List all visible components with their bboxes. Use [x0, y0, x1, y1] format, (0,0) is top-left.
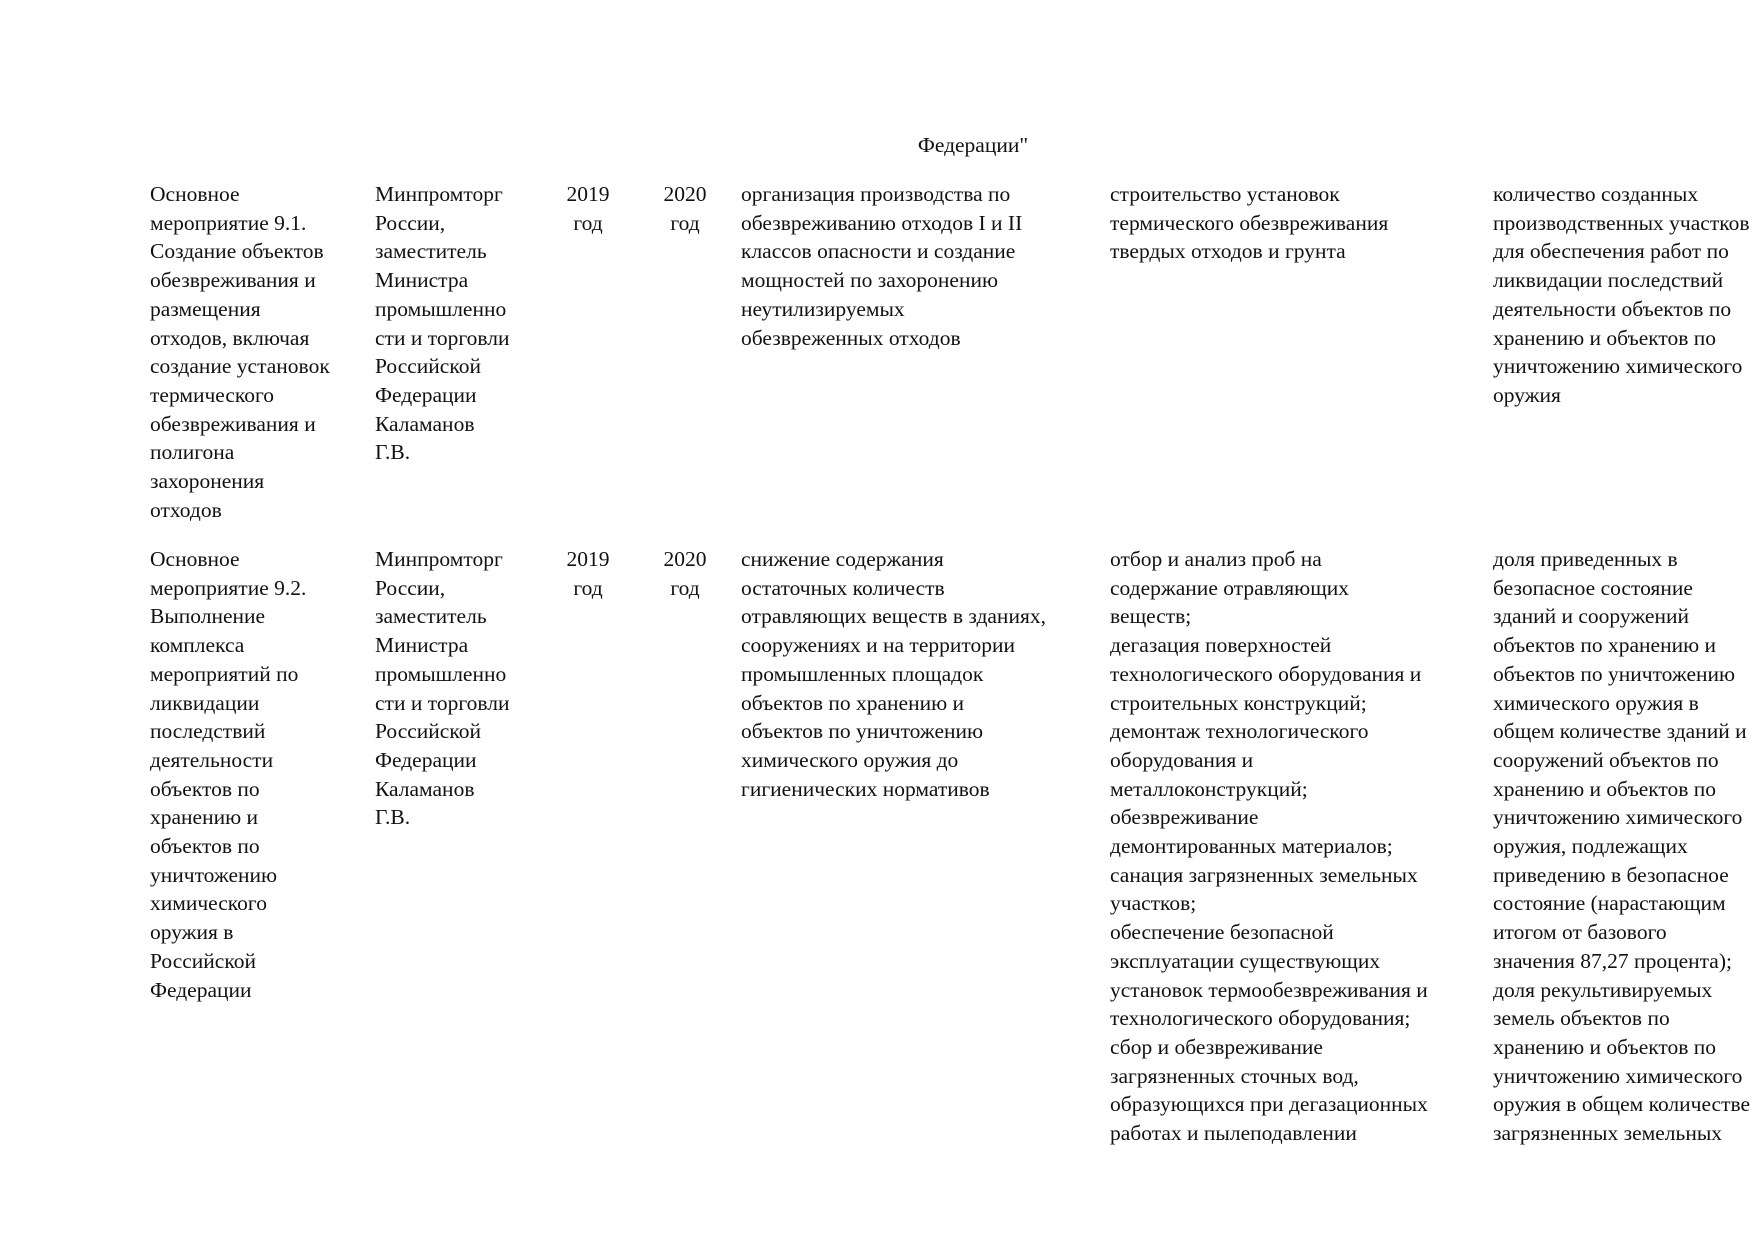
section-title-fragment: Федерации" [917, 133, 1029, 157]
responsible: Минпромторг России, заместитель Министра промышленно сти и торговли Российской Федерации Каламанов Г.В. [375, 182, 510, 465]
start-year: 2019 год [566, 182, 610, 235]
responsible: Минпромторг России, заместитель Министра промышленно сти и торговли Российской Федерации Каламанов Г.В. [375, 547, 510, 830]
indicator: доля приведенных в безопасное состояние зданий и сооружений объектов по хранению и объектов по уничтожению химического оружия в общем количестве зданий и сооружений объектов по хранению и объектов по уничтожению химического оружия, подлежащих приведению в безопасное состояние (нарастающим итогом от базового значения 87,27 процента); доля рекультивируемых земель объектов по хранению и объектов по уничтожению химического оружия в общем количестве загрязненных земельных [1493, 547, 1751, 1146]
end-year: 2020 год [663, 182, 707, 235]
indicator: количество созданных производственных участков для обеспечения работ по ликвидации последствий деятельности объектов по хранению и объектов по уничтожению химического оружия [1493, 182, 1750, 407]
start-year: 2019 год [566, 547, 610, 600]
expected-result: организация производства по обезвреживанию отходов I и II классов опасности и создание мощностей по захоронению неутилизируемых обезвреженных отходов [741, 182, 1023, 350]
event-name: Основное мероприятие 9.2. Выполнение комплекса мероприятий по ликвидации последствий деятельности объектов по хранению и объектов по уничтожению химического оружия в Российской Федерации [150, 547, 307, 1002]
expected-result: снижение содержания остаточных количеств отравляющих веществ в зданиях, сооружениях и на территории промышленных площадок объектов по хранению и объектов по уничтожению химического оружия до гигиенических нормативов [741, 547, 1046, 801]
end-year: 2020 год [663, 547, 707, 600]
event-name: Основное мероприятие 9.1. Создание объектов обезвреживания и размещения отходов, включая создание установок термического обезвреживания и полигона захоронения отходов [150, 182, 330, 522]
actions: отбор и анализ проб на содержание отравляющих веществ; дегазация поверхностей технологического оборудования и строительных конструкций; демонтаж технологического оборудования и металлоконструкций; обезвреживание демонтированных материалов; санация загрязненных земельных участков; обеспечение безопасной эксплуатации существующих установок термообезвреживания и технологического оборудования; сбор и обезвреживание загрязненных сточных вод, образующихся при дегазационных работах и пылеподавлении [1110, 547, 1428, 1146]
actions: строительство установок термического обезвреживания твердых отходов и грунта [1110, 182, 1389, 264]
